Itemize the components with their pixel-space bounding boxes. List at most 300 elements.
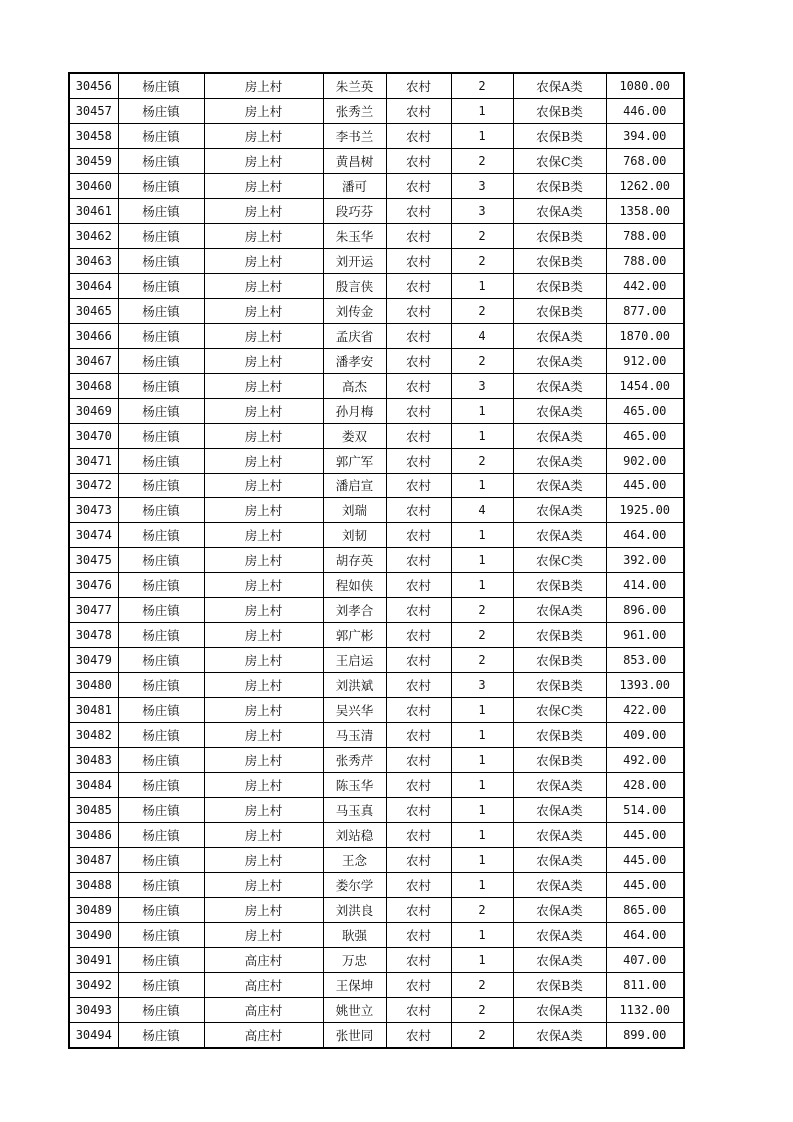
amount-cell: 899.00 xyxy=(606,1022,684,1047)
household-type-cell: 农村 xyxy=(386,972,451,997)
person-name-cell: 孟庆省 xyxy=(323,323,386,348)
insurance-category-cell: 农保A类 xyxy=(513,598,606,623)
village-cell: 房上村 xyxy=(204,648,323,673)
table-row xyxy=(69,73,684,98)
person-name-cell: 张世同 xyxy=(323,1022,386,1047)
table-row xyxy=(69,997,684,1022)
town-cell: 杨庄镇 xyxy=(118,848,204,873)
insurance-category-cell: 农保B类 xyxy=(513,972,606,997)
town-cell: 杨庄镇 xyxy=(118,598,204,623)
record-id-cell: 30482 xyxy=(69,723,118,748)
insurance-category-cell: 农保A类 xyxy=(513,897,606,922)
amount-cell: 1393.00 xyxy=(606,673,684,698)
insurance-category-cell: 农保B类 xyxy=(513,573,606,598)
member-count-cell: 2 xyxy=(451,248,513,273)
person-name-cell: 孙月梅 xyxy=(323,398,386,423)
table-row xyxy=(69,248,684,273)
town-cell: 杨庄镇 xyxy=(118,897,204,922)
member-count-cell: 2 xyxy=(451,598,513,623)
amount-cell: 896.00 xyxy=(606,598,684,623)
person-name-cell: 李书兰 xyxy=(323,123,386,148)
record-id-cell: 30478 xyxy=(69,623,118,648)
person-name-cell: 万忠 xyxy=(323,947,386,972)
member-count-cell: 1 xyxy=(451,273,513,298)
person-name-cell: 郭广军 xyxy=(323,448,386,473)
insurance-category-cell: 农保C类 xyxy=(513,698,606,723)
member-count-cell: 2 xyxy=(451,223,513,248)
household-type-cell: 农村 xyxy=(386,748,451,773)
person-name-cell: 郭广彬 xyxy=(323,623,386,648)
household-type-cell: 农村 xyxy=(386,698,451,723)
village-cell: 房上村 xyxy=(204,448,323,473)
household-type-cell: 农村 xyxy=(386,823,451,848)
table-row xyxy=(69,972,684,997)
village-cell: 房上村 xyxy=(204,123,323,148)
insurance-category-cell: 农保B类 xyxy=(513,273,606,298)
person-name-cell: 段巧芬 xyxy=(323,198,386,223)
insurance-category-cell: 农保A类 xyxy=(513,423,606,448)
person-name-cell: 潘孝安 xyxy=(323,348,386,373)
household-type-cell: 农村 xyxy=(386,798,451,823)
member-count-cell: 2 xyxy=(451,148,513,173)
town-cell: 杨庄镇 xyxy=(118,947,204,972)
record-id-cell: 30462 xyxy=(69,223,118,248)
household-type-cell: 农村 xyxy=(386,73,451,98)
amount-cell: 853.00 xyxy=(606,648,684,673)
record-id-cell: 30488 xyxy=(69,873,118,898)
member-count-cell: 1 xyxy=(451,473,513,498)
table-row xyxy=(69,98,684,123)
town-cell: 杨庄镇 xyxy=(118,298,204,323)
village-cell: 房上村 xyxy=(204,223,323,248)
record-id-cell: 30483 xyxy=(69,748,118,773)
amount-cell: 811.00 xyxy=(606,972,684,997)
town-cell: 杨庄镇 xyxy=(118,972,204,997)
person-name-cell: 程如侠 xyxy=(323,573,386,598)
table-row xyxy=(69,748,684,773)
record-id-cell: 30463 xyxy=(69,248,118,273)
member-count-cell: 1 xyxy=(451,873,513,898)
record-id-cell: 30493 xyxy=(69,997,118,1022)
member-count-cell: 4 xyxy=(451,323,513,348)
table-row xyxy=(69,673,684,698)
record-id-cell: 30471 xyxy=(69,448,118,473)
village-cell: 房上村 xyxy=(204,498,323,523)
household-type-cell: 农村 xyxy=(386,723,451,748)
town-cell: 杨庄镇 xyxy=(118,423,204,448)
amount-cell: 445.00 xyxy=(606,823,684,848)
insurance-category-cell: 农保A类 xyxy=(513,873,606,898)
insurance-category-cell: 农保A类 xyxy=(513,498,606,523)
amount-cell: 1262.00 xyxy=(606,173,684,198)
amount-cell: 464.00 xyxy=(606,922,684,947)
village-cell: 房上村 xyxy=(204,373,323,398)
table-row xyxy=(69,848,684,873)
town-cell: 杨庄镇 xyxy=(118,1022,204,1047)
village-cell: 房上村 xyxy=(204,623,323,648)
amount-cell: 1925.00 xyxy=(606,498,684,523)
amount-cell: 492.00 xyxy=(606,748,684,773)
village-cell: 房上村 xyxy=(204,848,323,873)
table-row xyxy=(69,523,684,548)
member-count-cell: 1 xyxy=(451,548,513,573)
member-count-cell: 3 xyxy=(451,198,513,223)
member-count-cell: 2 xyxy=(451,448,513,473)
amount-cell: 394.00 xyxy=(606,123,684,148)
town-cell: 杨庄镇 xyxy=(118,248,204,273)
town-cell: 杨庄镇 xyxy=(118,748,204,773)
village-cell: 房上村 xyxy=(204,723,323,748)
record-id-cell: 30459 xyxy=(69,148,118,173)
person-name-cell: 张秀芹 xyxy=(323,748,386,773)
household-type-cell: 农村 xyxy=(386,373,451,398)
insurance-category-cell: 农保A类 xyxy=(513,922,606,947)
village-cell: 房上村 xyxy=(204,598,323,623)
person-name-cell: 殷言侠 xyxy=(323,273,386,298)
village-cell: 房上村 xyxy=(204,173,323,198)
amount-cell: 392.00 xyxy=(606,548,684,573)
person-name-cell: 吴兴华 xyxy=(323,698,386,723)
village-cell: 房上村 xyxy=(204,698,323,723)
record-id-cell: 30476 xyxy=(69,573,118,598)
person-name-cell: 娄双 xyxy=(323,423,386,448)
amount-cell: 961.00 xyxy=(606,623,684,648)
household-type-cell: 农村 xyxy=(386,498,451,523)
village-cell: 房上村 xyxy=(204,298,323,323)
record-id-cell: 30465 xyxy=(69,298,118,323)
record-id-cell: 30461 xyxy=(69,198,118,223)
table-row xyxy=(69,373,684,398)
member-count-cell: 1 xyxy=(451,698,513,723)
table-row xyxy=(69,773,684,798)
village-cell: 高庄村 xyxy=(204,1022,323,1047)
person-name-cell: 潘启宣 xyxy=(323,473,386,498)
insurance-category-cell: 农保C类 xyxy=(513,548,606,573)
table-row xyxy=(69,723,684,748)
record-id-cell: 30487 xyxy=(69,848,118,873)
person-name-cell: 朱玉华 xyxy=(323,223,386,248)
table-row xyxy=(69,298,684,323)
record-id-cell: 30481 xyxy=(69,698,118,723)
member-count-cell: 1 xyxy=(451,798,513,823)
record-id-cell: 30475 xyxy=(69,548,118,573)
record-id-cell: 30494 xyxy=(69,1022,118,1047)
member-count-cell: 2 xyxy=(451,1022,513,1047)
person-name-cell: 胡存英 xyxy=(323,548,386,573)
household-type-cell: 农村 xyxy=(386,548,451,573)
table-row xyxy=(69,573,684,598)
household-type-cell: 农村 xyxy=(386,1022,451,1047)
amount-cell: 788.00 xyxy=(606,248,684,273)
member-count-cell: 2 xyxy=(451,73,513,98)
person-name-cell: 刘洪斌 xyxy=(323,673,386,698)
member-count-cell: 1 xyxy=(451,398,513,423)
village-cell: 房上村 xyxy=(204,148,323,173)
town-cell: 杨庄镇 xyxy=(118,223,204,248)
amount-cell: 1080.00 xyxy=(606,73,684,98)
person-name-cell: 王保坤 xyxy=(323,972,386,997)
record-id-cell: 30456 xyxy=(69,73,118,98)
record-id-cell: 30467 xyxy=(69,348,118,373)
insurance-category-cell: 农保A类 xyxy=(513,398,606,423)
amount-cell: 409.00 xyxy=(606,723,684,748)
table-row xyxy=(69,623,684,648)
table-row xyxy=(69,648,684,673)
village-cell: 房上村 xyxy=(204,897,323,922)
insurance-category-cell: 农保A类 xyxy=(513,947,606,972)
record-id-cell: 30479 xyxy=(69,648,118,673)
household-type-cell: 农村 xyxy=(386,673,451,698)
amount-cell: 768.00 xyxy=(606,148,684,173)
town-cell: 杨庄镇 xyxy=(118,473,204,498)
village-cell: 房上村 xyxy=(204,922,323,947)
record-id-cell: 30470 xyxy=(69,423,118,448)
amount-cell: 445.00 xyxy=(606,873,684,898)
member-count-cell: 1 xyxy=(451,123,513,148)
insurance-category-cell: 农保A类 xyxy=(513,73,606,98)
member-count-cell: 1 xyxy=(451,573,513,598)
town-cell: 杨庄镇 xyxy=(118,73,204,98)
member-count-cell: 1 xyxy=(451,773,513,798)
person-name-cell: 陈玉华 xyxy=(323,773,386,798)
records-table xyxy=(68,72,685,1049)
member-count-cell: 2 xyxy=(451,972,513,997)
amount-cell: 445.00 xyxy=(606,473,684,498)
table-row xyxy=(69,173,684,198)
town-cell: 杨庄镇 xyxy=(118,498,204,523)
record-id-cell: 30468 xyxy=(69,373,118,398)
insurance-category-cell: 农保A类 xyxy=(513,348,606,373)
amount-cell: 514.00 xyxy=(606,798,684,823)
village-cell: 房上村 xyxy=(204,398,323,423)
town-cell: 杨庄镇 xyxy=(118,698,204,723)
household-type-cell: 农村 xyxy=(386,922,451,947)
table-row xyxy=(69,897,684,922)
town-cell: 杨庄镇 xyxy=(118,723,204,748)
member-count-cell: 2 xyxy=(451,298,513,323)
household-type-cell: 农村 xyxy=(386,523,451,548)
member-count-cell: 1 xyxy=(451,98,513,123)
person-name-cell: 娄尔学 xyxy=(323,873,386,898)
table-row xyxy=(69,473,684,498)
insurance-category-cell: 农保A类 xyxy=(513,997,606,1022)
member-count-cell: 1 xyxy=(451,922,513,947)
village-cell: 房上村 xyxy=(204,573,323,598)
household-type-cell: 农村 xyxy=(386,98,451,123)
person-name-cell: 黄昌树 xyxy=(323,148,386,173)
village-cell: 房上村 xyxy=(204,323,323,348)
person-name-cell: 刘传金 xyxy=(323,298,386,323)
table-row xyxy=(69,123,684,148)
town-cell: 杨庄镇 xyxy=(118,173,204,198)
town-cell: 杨庄镇 xyxy=(118,273,204,298)
table-row xyxy=(69,198,684,223)
person-name-cell: 刘站稳 xyxy=(323,823,386,848)
record-id-cell: 30472 xyxy=(69,473,118,498)
household-type-cell: 农村 xyxy=(386,897,451,922)
amount-cell: 407.00 xyxy=(606,947,684,972)
record-id-cell: 30490 xyxy=(69,922,118,947)
member-count-cell: 2 xyxy=(451,648,513,673)
person-name-cell: 刘孝合 xyxy=(323,598,386,623)
town-cell: 杨庄镇 xyxy=(118,798,204,823)
town-cell: 杨庄镇 xyxy=(118,997,204,1022)
household-type-cell: 农村 xyxy=(386,473,451,498)
household-type-cell: 农村 xyxy=(386,648,451,673)
member-count-cell: 1 xyxy=(451,423,513,448)
town-cell: 杨庄镇 xyxy=(118,673,204,698)
village-cell: 房上村 xyxy=(204,73,323,98)
household-type-cell: 农村 xyxy=(386,997,451,1022)
insurance-category-cell: 农保B类 xyxy=(513,673,606,698)
town-cell: 杨庄镇 xyxy=(118,922,204,947)
village-cell: 房上村 xyxy=(204,873,323,898)
household-type-cell: 农村 xyxy=(386,173,451,198)
table-row xyxy=(69,398,684,423)
record-id-cell: 30457 xyxy=(69,98,118,123)
table-row xyxy=(69,598,684,623)
member-count-cell: 1 xyxy=(451,848,513,873)
insurance-category-cell: 农保A类 xyxy=(513,473,606,498)
amount-cell: 414.00 xyxy=(606,573,684,598)
village-cell: 房上村 xyxy=(204,773,323,798)
amount-cell: 445.00 xyxy=(606,848,684,873)
village-cell: 高庄村 xyxy=(204,972,323,997)
insurance-category-cell: 农保A类 xyxy=(513,798,606,823)
member-count-cell: 3 xyxy=(451,373,513,398)
village-cell: 房上村 xyxy=(204,423,323,448)
table-row xyxy=(69,273,684,298)
table-row xyxy=(69,548,684,573)
village-cell: 高庄村 xyxy=(204,997,323,1022)
member-count-cell: 1 xyxy=(451,723,513,748)
insurance-category-cell: 农保A类 xyxy=(513,823,606,848)
person-name-cell: 朱兰英 xyxy=(323,73,386,98)
person-name-cell: 王念 xyxy=(323,848,386,873)
record-id-cell: 30484 xyxy=(69,773,118,798)
table-row xyxy=(69,922,684,947)
table-row xyxy=(69,498,684,523)
town-cell: 杨庄镇 xyxy=(118,648,204,673)
table-row xyxy=(69,798,684,823)
village-cell: 房上村 xyxy=(204,348,323,373)
insurance-category-cell: 农保B类 xyxy=(513,223,606,248)
member-count-cell: 2 xyxy=(451,897,513,922)
town-cell: 杨庄镇 xyxy=(118,373,204,398)
village-cell: 房上村 xyxy=(204,673,323,698)
village-cell: 房上村 xyxy=(204,523,323,548)
town-cell: 杨庄镇 xyxy=(118,98,204,123)
person-name-cell: 刘韧 xyxy=(323,523,386,548)
household-type-cell: 农村 xyxy=(386,598,451,623)
person-name-cell: 姚世立 xyxy=(323,997,386,1022)
town-cell: 杨庄镇 xyxy=(118,398,204,423)
record-id-cell: 30466 xyxy=(69,323,118,348)
insurance-category-cell: 农保A类 xyxy=(513,523,606,548)
household-type-cell: 农村 xyxy=(386,623,451,648)
household-type-cell: 农村 xyxy=(386,573,451,598)
amount-cell: 465.00 xyxy=(606,398,684,423)
amount-cell: 428.00 xyxy=(606,773,684,798)
village-cell: 高庄村 xyxy=(204,947,323,972)
insurance-category-cell: 农保B类 xyxy=(513,648,606,673)
insurance-category-cell: 农保C类 xyxy=(513,148,606,173)
table-row xyxy=(69,1022,684,1047)
table-row xyxy=(69,223,684,248)
insurance-category-cell: 农保B类 xyxy=(513,723,606,748)
person-name-cell: 刘洪良 xyxy=(323,897,386,922)
record-id-cell: 30477 xyxy=(69,598,118,623)
amount-cell: 877.00 xyxy=(606,298,684,323)
town-cell: 杨庄镇 xyxy=(118,123,204,148)
table-row xyxy=(69,448,684,473)
household-type-cell: 农村 xyxy=(386,223,451,248)
village-cell: 房上村 xyxy=(204,98,323,123)
insurance-category-cell: 农保B类 xyxy=(513,173,606,198)
insurance-category-cell: 农保B类 xyxy=(513,748,606,773)
record-id-cell: 30492 xyxy=(69,972,118,997)
table-row xyxy=(69,823,684,848)
village-cell: 房上村 xyxy=(204,798,323,823)
table-row xyxy=(69,698,684,723)
person-name-cell: 刘瑞 xyxy=(323,498,386,523)
household-type-cell: 农村 xyxy=(386,398,451,423)
table-row xyxy=(69,947,684,972)
member-count-cell: 3 xyxy=(451,173,513,198)
village-cell: 房上村 xyxy=(204,473,323,498)
record-id-cell: 30473 xyxy=(69,498,118,523)
village-cell: 房上村 xyxy=(204,548,323,573)
person-name-cell: 张秀兰 xyxy=(323,98,386,123)
table-row xyxy=(69,873,684,898)
household-type-cell: 农村 xyxy=(386,148,451,173)
record-id-cell: 30474 xyxy=(69,523,118,548)
person-name-cell: 高杰 xyxy=(323,373,386,398)
record-id-cell: 30491 xyxy=(69,947,118,972)
insurance-category-cell: 农保A类 xyxy=(513,198,606,223)
village-cell: 房上村 xyxy=(204,273,323,298)
record-id-cell: 30458 xyxy=(69,123,118,148)
member-count-cell: 2 xyxy=(451,348,513,373)
town-cell: 杨庄镇 xyxy=(118,823,204,848)
town-cell: 杨庄镇 xyxy=(118,348,204,373)
insurance-category-cell: 农保A类 xyxy=(513,1022,606,1047)
amount-cell: 422.00 xyxy=(606,698,684,723)
amount-cell: 865.00 xyxy=(606,897,684,922)
member-count-cell: 1 xyxy=(451,947,513,972)
amount-cell: 1454.00 xyxy=(606,373,684,398)
household-type-cell: 农村 xyxy=(386,423,451,448)
person-name-cell: 王启运 xyxy=(323,648,386,673)
amount-cell: 1358.00 xyxy=(606,198,684,223)
village-cell: 房上村 xyxy=(204,823,323,848)
insurance-category-cell: 农保A类 xyxy=(513,323,606,348)
insurance-category-cell: 农保A类 xyxy=(513,373,606,398)
amount-cell: 1870.00 xyxy=(606,323,684,348)
village-cell: 房上村 xyxy=(204,198,323,223)
amount-cell: 464.00 xyxy=(606,523,684,548)
table-row xyxy=(69,423,684,448)
record-id-cell: 30486 xyxy=(69,823,118,848)
household-type-cell: 农村 xyxy=(386,873,451,898)
amount-cell: 465.00 xyxy=(606,423,684,448)
household-type-cell: 农村 xyxy=(386,947,451,972)
town-cell: 杨庄镇 xyxy=(118,623,204,648)
record-id-cell: 30485 xyxy=(69,798,118,823)
household-type-cell: 农村 xyxy=(386,348,451,373)
amount-cell: 912.00 xyxy=(606,348,684,373)
household-type-cell: 农村 xyxy=(386,123,451,148)
